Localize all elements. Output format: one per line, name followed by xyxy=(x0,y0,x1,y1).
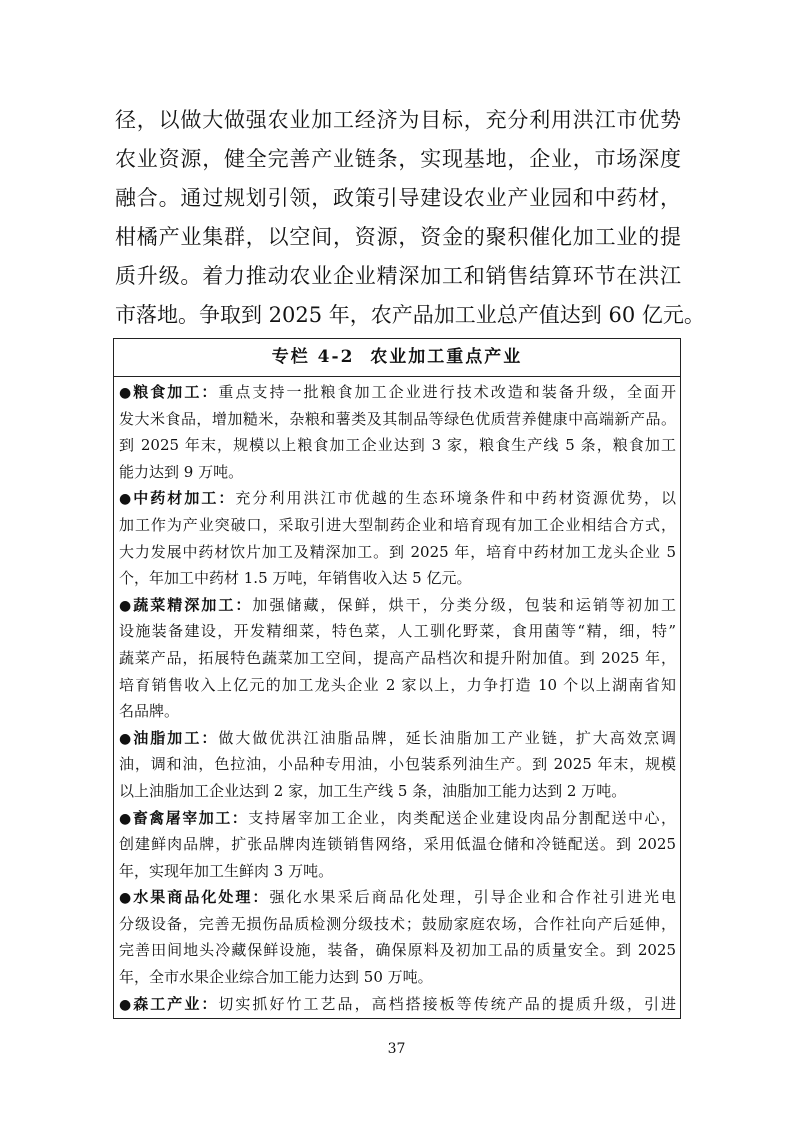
paragraph-line: 融合。通过规划引领，政策引导建设农业产业园和中药材， xyxy=(115,186,681,210)
item-line: 设施装备建设，开发精细菜，特色菜，人工驯化野菜，食用菌等“精，细，特” xyxy=(119,622,676,641)
item-line: 到 2025 年末，规模以上粮食加工企业达到 3 家，粮食生产线 5 条，粮食加工 xyxy=(119,436,676,455)
item-line: 年，全市水果企业综合加工能力达到 50 万吨。 xyxy=(119,968,433,987)
item-text: 加强储藏，保鲜，烘干，分类分级，包装和运销等初加工 xyxy=(252,595,676,614)
bullet-icon: ● xyxy=(119,810,133,827)
paragraph-line: 柑橘产业集群，以空间，资源，资金的聚积催化加工业的提 xyxy=(115,225,681,249)
bullet-icon: ● xyxy=(119,385,134,401)
item-line: 分级设备，完善无损伤品质检测分级技术；鼓励家庭农场，合作社向产后延伸， xyxy=(119,914,676,933)
item-first-line xyxy=(119,725,676,752)
item-first-line xyxy=(119,379,676,406)
item-text: 做大做优洪江油脂品牌，延长油脂加工产业链，扩大高效烹调 xyxy=(218,728,676,747)
item-text: 充分利用洪江市优越的生态环境条件和中药材资源优势，以 xyxy=(235,489,676,508)
item-label: 油脂加工： xyxy=(133,728,219,747)
item-first-line xyxy=(119,884,676,911)
item-line: 创建鲜肉品牌，扩张品牌肉连锁销售网络，采用低温仓储和冷链配送。到 2025 xyxy=(119,835,676,854)
item-line: 发大米食品，增加糙米，杂粮和薯类及其制品等绿色优质营养健康中高端新产品。 xyxy=(119,409,676,428)
bullet-icon: ● xyxy=(119,491,134,508)
paragraph-line: 市落地。争取到 2025 年，农产品加工业总产值达到 60 亿元。 xyxy=(115,303,705,327)
item-line: 油，调和油，色拉油，小品种专用油，小包装系列油生产。到 2025 年末，规模 xyxy=(119,755,676,774)
item-label: 畜禽屠宰加工： xyxy=(132,808,249,827)
page-number: 37 xyxy=(387,1041,406,1057)
item-label: 水果商品化处理： xyxy=(133,888,270,907)
body-paragraph xyxy=(115,101,705,335)
item-line: 培育销售收入上亿元的加工龙头企业 2 家以上，力争打造 10 个以上湖南省知 xyxy=(119,675,676,694)
item-label: 森工产业： xyxy=(133,994,219,1013)
box-title: 专栏 4-2 农业加工重点产业 xyxy=(114,339,680,377)
box-body xyxy=(114,377,680,1017)
item-line: 年，实现年加工生鲜肉 3 万吨。 xyxy=(119,861,334,880)
item-first-line xyxy=(119,592,676,619)
item-line: 能力达到 9 万吨。 xyxy=(119,462,244,481)
item-label: 粮食加工： xyxy=(133,383,219,401)
bullet-icon: ● xyxy=(119,996,134,1013)
item-line: 加工作为产业突破口，采取引进大型制药企业和培育现有加工企业相结合方式， xyxy=(119,515,676,534)
item-text: 强化水果采后商品化处理，引导企业和合作社引进光电 xyxy=(269,888,676,907)
item-text: 支持屠宰加工企业，肉类配送企业建设肉品分割配送中心， xyxy=(248,808,676,827)
item-first-line xyxy=(119,991,676,1018)
item-line: 以上油脂加工企业达到 2 家，加工生产线 5 条，油脂加工能力达到 2 万吨。 xyxy=(119,781,627,800)
item-text: 重点支持一批粮食加工企业进行技术改造和装备升级，全面开 xyxy=(218,383,676,401)
bullet-icon: ● xyxy=(119,890,134,907)
item-label: 蔬菜精深加工： xyxy=(133,595,253,614)
bullet-icon: ● xyxy=(119,597,134,614)
feature-box xyxy=(113,338,681,1019)
item-label: 中药材加工： xyxy=(133,489,236,508)
item-line: 名品牌。 xyxy=(119,702,180,721)
item-first-line xyxy=(119,805,676,832)
item-line: 蔬菜产品，拓展特色蔬菜加工空间，提高产品档次和提升附加值。到 2025 年， xyxy=(119,648,676,667)
item-first-line xyxy=(119,485,676,512)
item-line: 大力发展中药材饮片加工及精深加工。到 2025 年，培育中药材加工龙头企业 5 xyxy=(119,542,676,561)
item-line: 完善田间地头冷藏保鲜设施，装备，确保原料及初加工品的质量安全。到 2025 xyxy=(119,941,676,960)
bullet-icon: ● xyxy=(119,730,134,747)
paragraph-line: 径，以做大做强农业加工经济为目标，充分利用洪江市优势 xyxy=(115,108,681,132)
paragraph-line: 质升级。着力推动农业企业精深加工和销售结算环节在洪江 xyxy=(115,264,681,288)
item-text: 切实抓好竹工艺品，高档搭接板等传统产品的提质升级，引进 xyxy=(218,994,676,1013)
paragraph-line: 农业资源，健全完善产业链条，实现基地，企业，市场深度 xyxy=(115,147,681,171)
item-line: 个，年加工中药材 1.5 万吨，年销售收入达 5 亿元。 xyxy=(119,569,472,588)
